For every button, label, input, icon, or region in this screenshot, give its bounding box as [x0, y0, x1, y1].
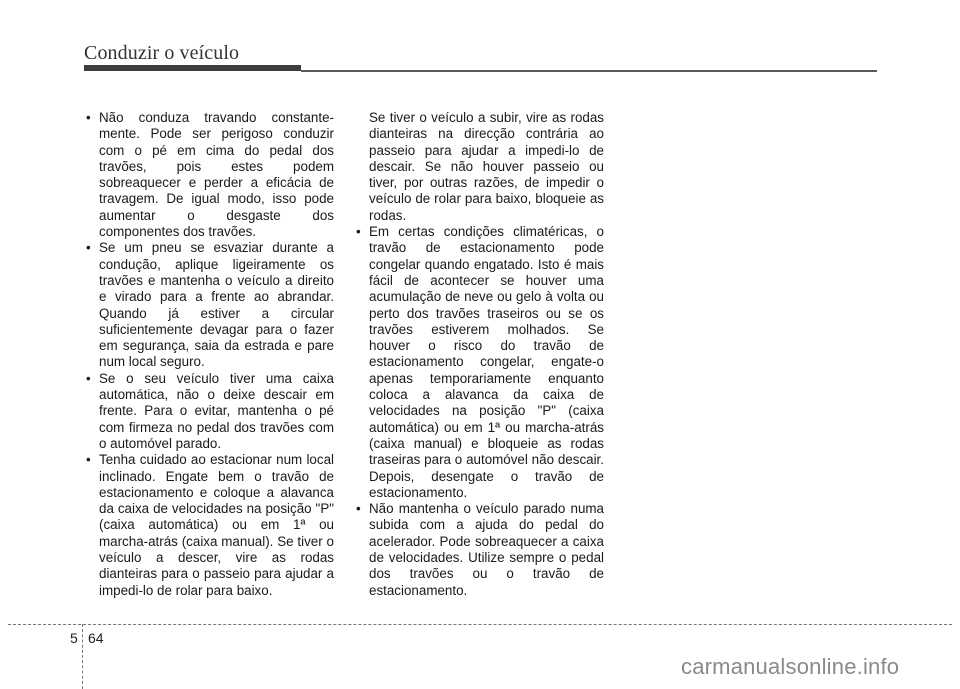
paragraph-text: Se tiver o veículo a subir, vire as rodas dianteiras na direcção contrária ao passeio para ajudar a impedi-lo de descair. Se não houver passeio ou tiver, por outras razões, de impedir o veículo de rolar para baixo, bloqueie as rodas. [369, 110, 604, 223]
section-title: Conduzir o veículo [84, 42, 240, 64]
header-rule-thick [84, 65, 301, 71]
bullet-icon: • [356, 501, 361, 517]
footer-dashed-divider [82, 624, 83, 689]
page-number: 64 [88, 630, 104, 646]
section-number: 5 [70, 630, 78, 646]
bullet-text: Se o seu veículo tiver uma caixa automática, não o deixe descair em frente. Para o evitar, mantenha o pé com firmeza no pedal dos travões com o automóvel parado. [99, 370, 334, 451]
bullet-text: Em certas condições climatéricas, o travão de estacionamento pode congelar quando engatado. Isto é mais fácil de acontecer se houver uma acumulação de neve ou gelo à volta ou perto dos travões traseiros ou se os travões estiverem molhados. Se houver o risco do travão de estacionamento congelar, engate-o apenas temporariamente enquanto coloca a alavanca da caixa de velocidades na posição "P" (caixa automática) ou em 1ª ou marcha-atrás (caixa manual) e bloqueie as rodas traseiras para o automóvel não descair. Depois, desengate o travão de estacionamento. [369, 224, 604, 500]
bullet-text: Não mantenha o veículo parado numa subida com a ajuda do pedal do acelerador. Pode sobreaquecer a caixa de velocidades. Utilize sempre o pedal dos travões ou o travão de estacionamento. [369, 501, 604, 598]
bullet-item [86, 452, 334, 599]
footer-dashed-rule [8, 624, 952, 625]
right-column [356, 110, 604, 599]
bullet-icon: • [86, 240, 91, 256]
header-rule-thin [301, 70, 877, 72]
continuation-paragraph [356, 110, 604, 224]
bullet-item [86, 110, 334, 240]
bullet-item [356, 224, 604, 501]
bullet-item [86, 371, 334, 452]
bullet-text: Tenha cuidado ao estacionar num local inclinado. Engate bem o travão de estacionamento e coloque a alavanca da caixa de velocidades na posição "P" (caixa automática) ou em 1ª ou marcha-atrás (caixa manual). Se tiver o veículo a descer, vire as rodas dianteiras para o passeio para ajudar a impedi-lo de rolar para baixo. [99, 452, 334, 598]
bullet-icon: • [86, 452, 91, 468]
bullet-icon: • [356, 224, 361, 240]
bullet-item [356, 501, 604, 599]
left-column [86, 110, 334, 599]
bullet-text: Não conduza travando constante-mente. Pode ser perigoso conduzir com o pé em cima do pedal dos travões, pois estes podem sobreaquecer e perder a eficácia de travagem. De igual modo, isso pode aumentar o desgaste dos componentes dos travões. [99, 110, 334, 240]
bullet-icon: • [86, 110, 91, 125]
bullet-text: Se um pneu se esvaziar durante a condução, aplique ligeiramente os travões e mantenha o veículo a direito e virado para a frente ao abrandar. Quando já estiver a circular suficientemente devagar para o fazer em segurança, saia da estrada e pare num local seguro. [99, 240, 334, 370]
bullet-item [86, 240, 334, 370]
bullet-icon: • [86, 370, 91, 386]
watermark-link[interactable]: carmanualsonline.info [681, 654, 900, 679]
